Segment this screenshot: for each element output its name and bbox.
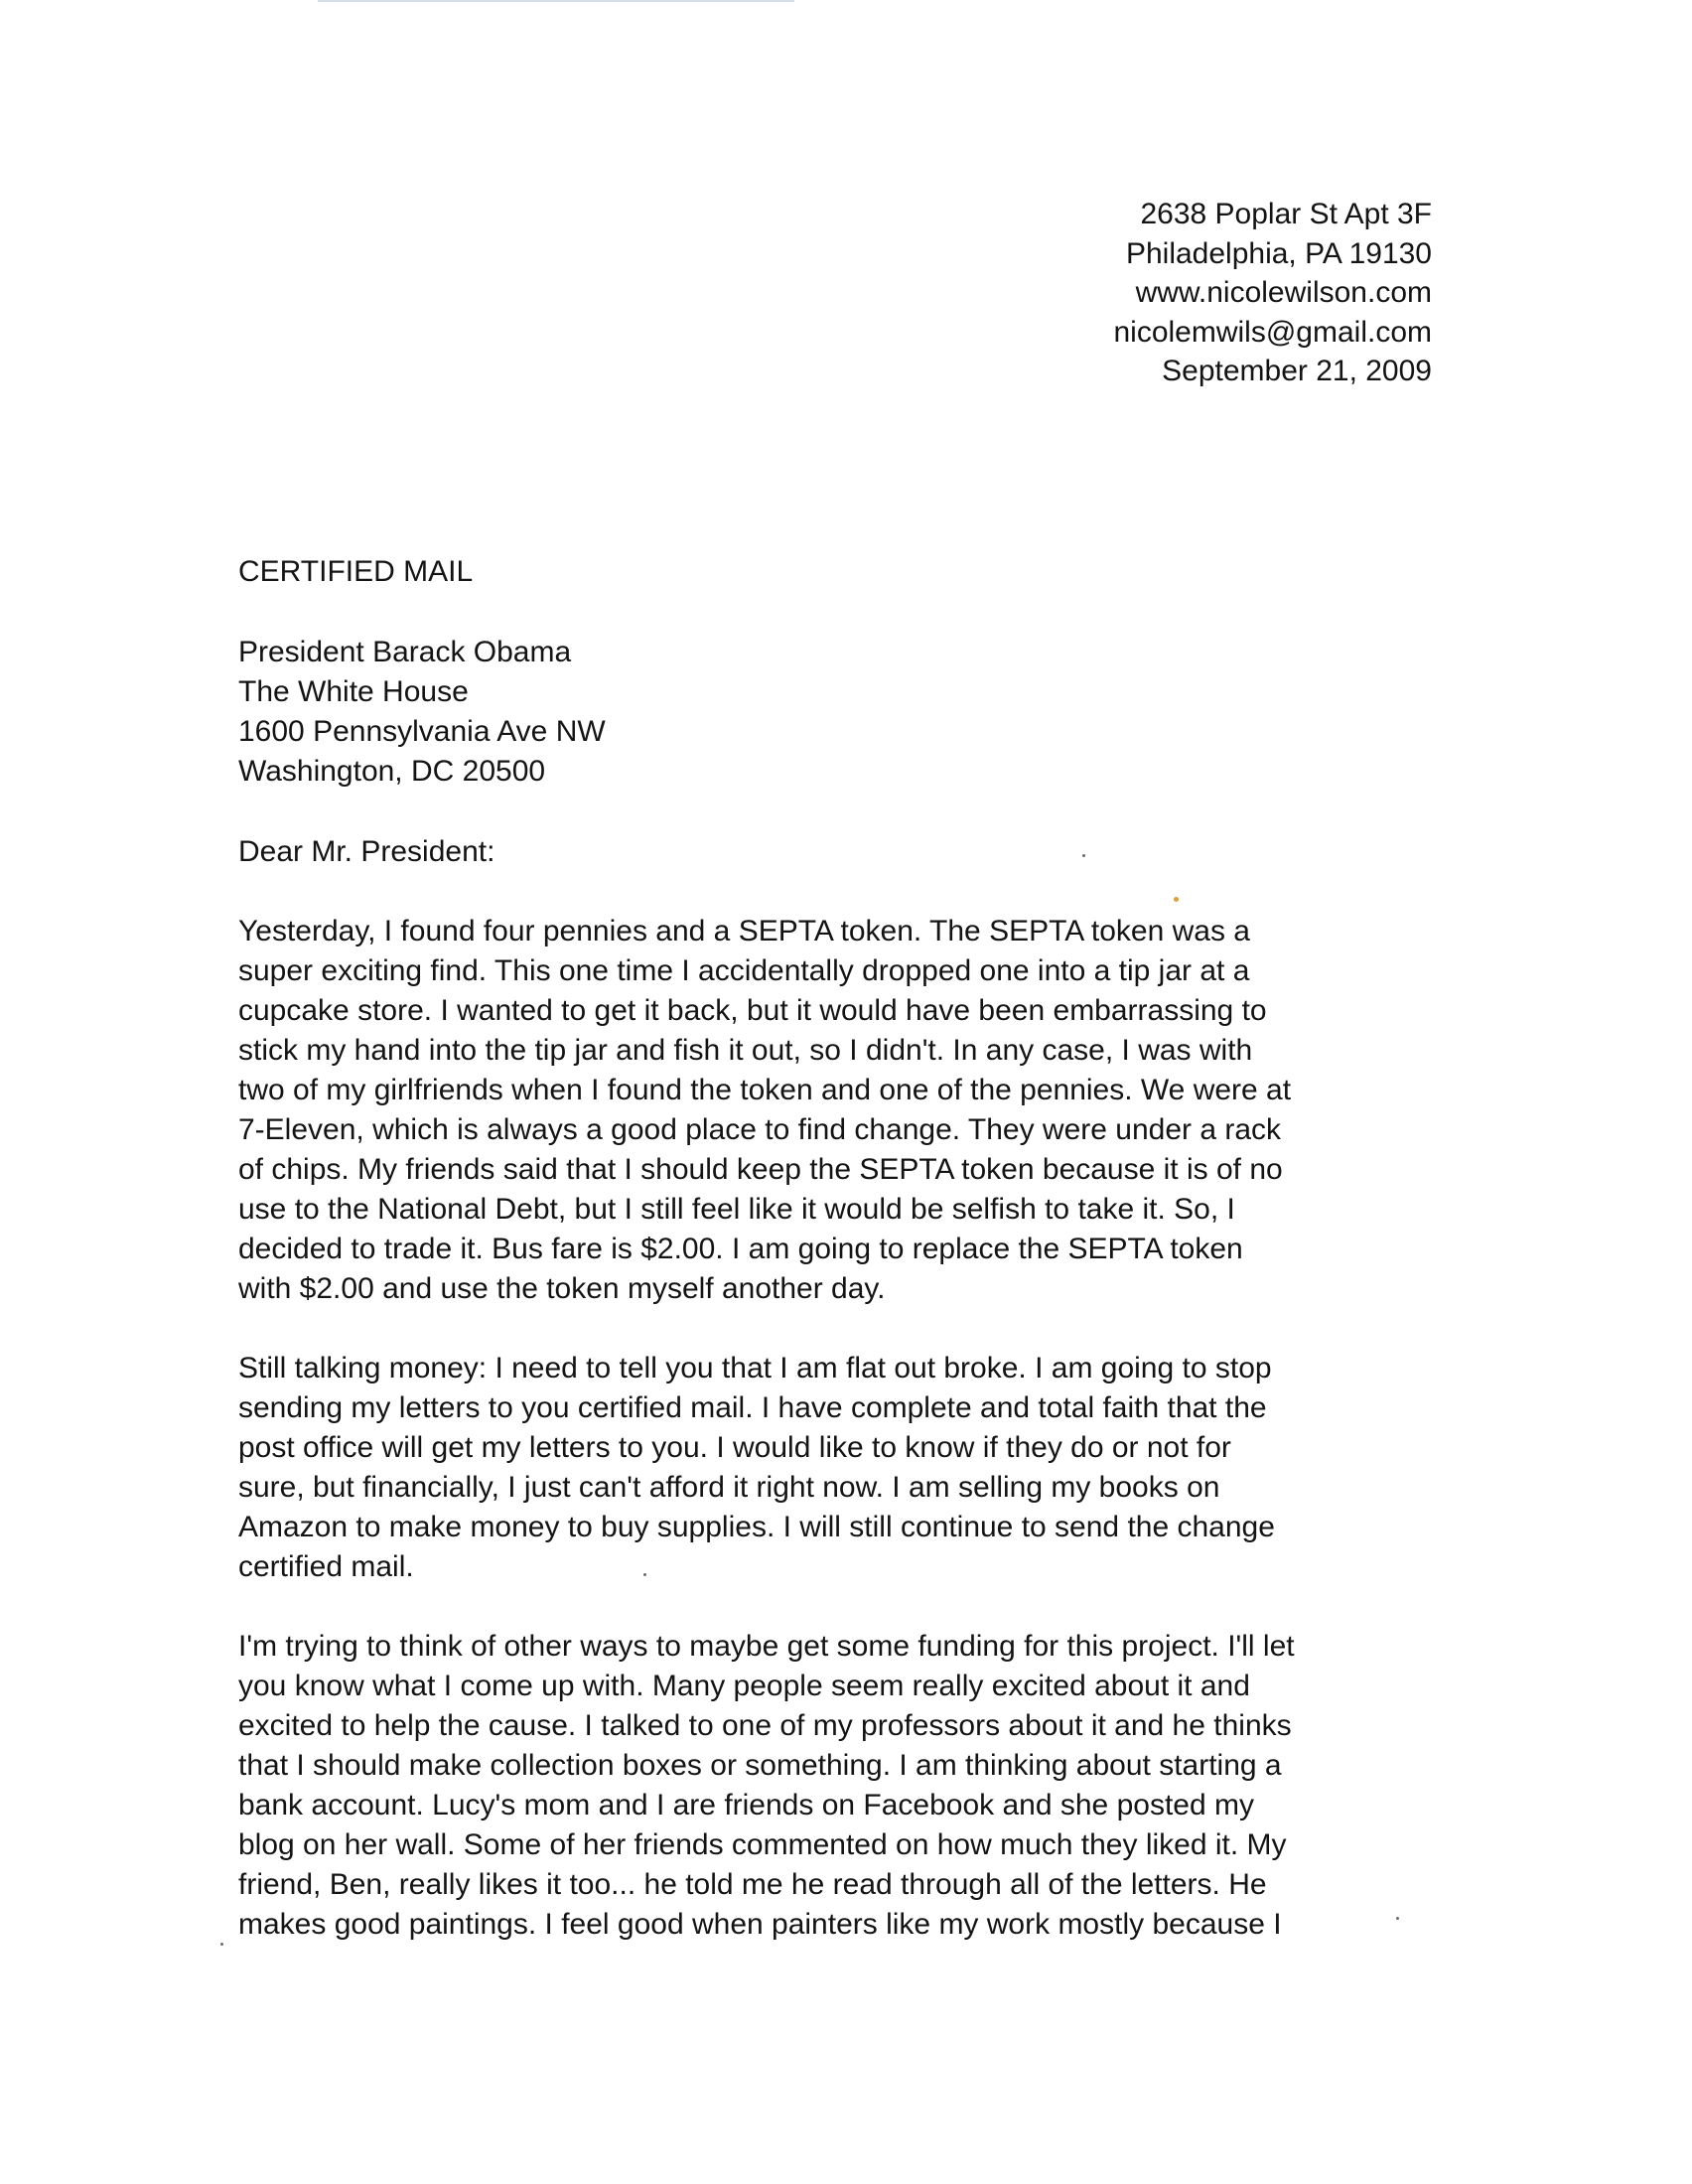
paragraph-line: sending my letters to you certified mail. I have complete and total faith that the — [238, 1391, 1267, 1424]
paragraph-line: of chips. My friends said that I should keep the SEPTA token because it is of no — [238, 1153, 1283, 1186]
scan-edge-mark — [318, 0, 794, 2]
sender-address-block — [993, 195, 1432, 391]
paragraph-line: makes good paintings. I feel good when painters like my work mostly because I — [238, 1908, 1282, 1941]
delivery-method: CERTIFIED MAIL — [238, 555, 474, 588]
scan-speck — [643, 1573, 646, 1576]
paragraph-line: use to the National Debt, but I still feel like it would be selfish to take it. So, I — [238, 1193, 1235, 1226]
scan-speck — [220, 1943, 223, 1946]
salutation: Dear Mr. President: — [238, 835, 495, 868]
recipient-address-block — [238, 633, 606, 792]
paragraph-line: with $2.00 and use the token myself another day. — [238, 1272, 886, 1305]
paragraph-line: post office will get my letters to you. I would like to know if they do or not for — [238, 1431, 1231, 1464]
sender-street: 2638 Poplar St Apt 3F — [1140, 198, 1432, 230]
paragraph-line: decided to trade it. Bus fare is $2.00. I am going to replace the SEPTA token — [238, 1233, 1243, 1265]
paragraph-line: cupcake store. I wanted to get it back, but it would have been embarrassing to — [238, 994, 1267, 1027]
paragraph-line: I'm trying to think of other ways to maybe get some funding for this project. I'll let — [238, 1630, 1295, 1663]
body-paragraph-1 — [238, 912, 1460, 1309]
recipient-org: The White House — [238, 675, 469, 708]
scan-speck — [1396, 1917, 1399, 1920]
sender-website: www.nicolewilson.com — [1135, 276, 1432, 309]
sender-email: nicolemwils@gmail.com — [1113, 315, 1432, 349]
recipient-city: Washington, DC 20500 — [238, 755, 546, 788]
paragraph-line: friend, Ben, really likes it too... he told me he read through all of the letters. He — [238, 1868, 1267, 1901]
scan-speck — [1082, 854, 1085, 857]
paragraph-line: two of my girlfriends when I found the token and one of the pennies. We were at — [238, 1074, 1292, 1106]
paragraph-line: you know what I come up with. Many people seem really excited about it and — [238, 1670, 1250, 1702]
paragraph-line: stick my hand into the tip jar and fish it out, so I didn't. In any case, I was with — [238, 1034, 1253, 1067]
sender-city: Philadelphia, PA 19130 — [1125, 236, 1432, 270]
body-paragraph-3 — [238, 1627, 1460, 1945]
recipient-street: 1600 Pennsylvania Ave NW — [238, 715, 606, 748]
paragraph-line: 7-Eleven, which is always a good place to find change. They were under a rack — [238, 1113, 1282, 1146]
paragraph-line: that I should make collection boxes or something. I am thinking about starting a — [238, 1749, 1282, 1782]
paragraph-line: certified mail. — [238, 1550, 414, 1583]
paragraph-line: excited to help the cause. I talked to one of my professors about it and he thinks — [238, 1709, 1292, 1742]
paragraph-line: bank account. Lucy's mom and I are friends on Facebook and she posted my — [238, 1789, 1254, 1821]
paragraph-line: Amazon to make money to buy supplies. I will still continue to send the change — [238, 1511, 1275, 1543]
body-paragraph-2 — [238, 1349, 1460, 1587]
paragraph-line: Still talking money: I need to tell you that I am flat out broke. I am going to stop — [238, 1352, 1272, 1384]
paragraph-line: sure, but financially, I just can't afford it right now. I am selling my books on — [238, 1471, 1220, 1504]
paragraph-line: super exciting find. This one time I accidentally dropped one into a tip jar at a — [238, 954, 1250, 987]
letter-date: September 21, 2009 — [1162, 355, 1432, 387]
scan-speck — [1174, 897, 1179, 902]
paragraph-line: Yesterday, I found four pennies and a SEPTA token. The SEPTA token was a — [238, 915, 1250, 947]
recipient-name: President Barack Obama — [238, 636, 572, 668]
paragraph-line: blog on her wall. Some of her friends commented on how much they liked it. My — [238, 1828, 1287, 1861]
